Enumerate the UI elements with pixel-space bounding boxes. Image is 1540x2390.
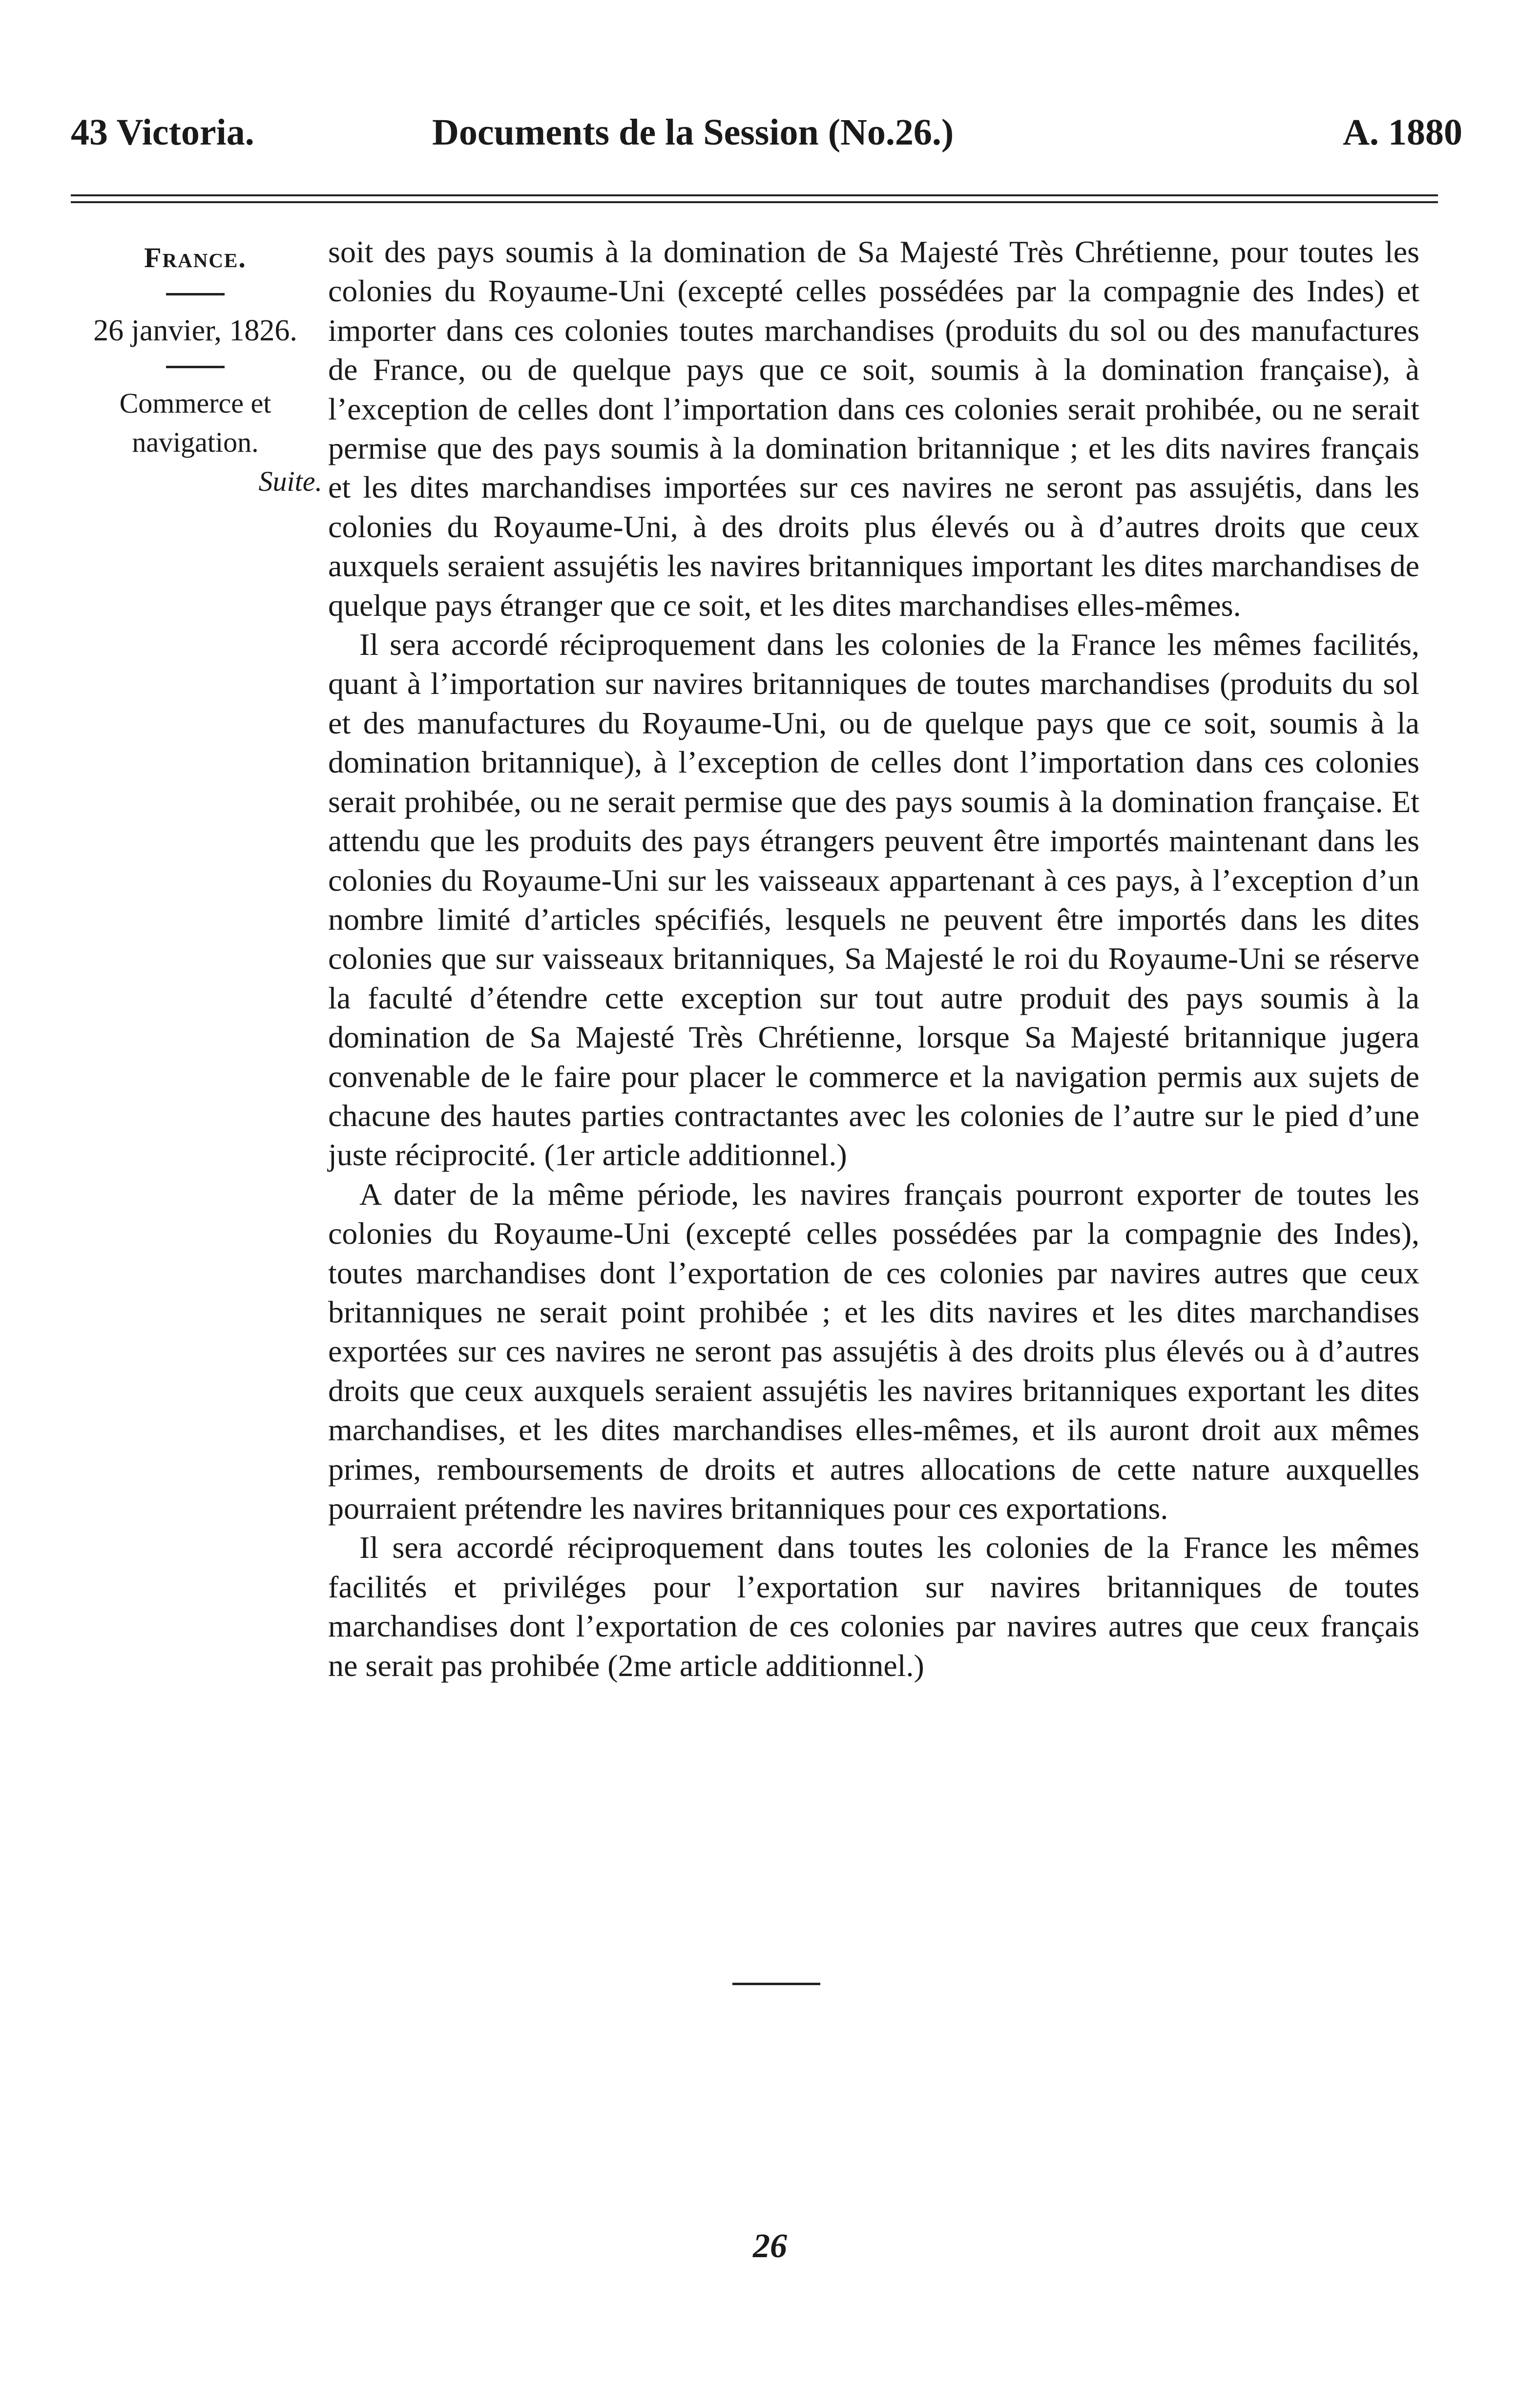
header-rule-bottom (71, 201, 1438, 203)
header-volume: 43 Victoria. (71, 112, 254, 153)
margin-note (59, 238, 332, 501)
main-text (328, 232, 1419, 1685)
paragraph: A dater de la même période, les navires français pourront exporter de toutes les colonies du Royaume-Uni (excepté celles possédées par la compagnie des Indes), toutes marchandises dont l’exportation de ces colonies par navires autres que ceux britanniques ne serait point prohibée ; et les dits navires et les dites marchandises exportées sur ces navires ne seront pas assujétis à des droits plus élevés ou à d’autres droits que ceux auxquels seraient assujétis les navires britanniques exportant les dites marchandises, et les dites marchandises elles-mêmes, et ils auront droit aux mêmes primes, remboursements de droits et autres allocations de cette nature auxquelles pourraient prétendre les navires britanniques pour ces exportations. (328, 1176, 1419, 1526)
margin-subject: Commerce et navigation. (119, 387, 271, 458)
paragraph: Il sera accordé réciproquement dans toutes les colonies de la France les mêmes facilités et priviléges pour l’exportation sur navires britanniques de toutes marchandises dont l’exportation de ces colonies par navires autres que ceux français ne serait pas prohibée (2me article additionnel.) (328, 1530, 1419, 1683)
running-header (71, 111, 1462, 165)
margin-date: 26 janvier, 1826. (93, 314, 297, 347)
paragraph: Il sera accordé réciproquement dans les colonies de la France les mêmes facilités, quant à l’importation sur navires britanniques de toutes marchandises (produits du sol et des manufactures du Royaume-Uni, ou de quelque pays que ce soit, soumis à la domination britannique), à l’exception de celles dont l’importation dans ces colonies serait prohibée, ou ne serait permise que des pays soumis à la domination française. Et attendu que les produits des pays étrangers peuvent être importés maintenant dans les colonies du Royaume-Uni sur les vaisseaux appartenant à ces pays, à l’exception d’un nombre limité d’articles spécifiés, lesquels ne peuvent être importés dans les dites colonies que sur vaisseaux britanniques, Sa Majesté le roi du Royaume-Uni se réserve la faculté d’étendre cette exception sur tout autre produit des pays soumis à la domination de Sa Majesté Très Chrétienne, lorsque Sa Majesté britannique jugera convenable de le faire pour placer le commerce et la navigation permis aux sujets de chacune des hautes parties contractantes avec les colonies de l’autre sur le pied d’une juste réciprocité. (1er article additionnel.) (328, 627, 1419, 1173)
header-year: A. 1880 (1343, 112, 1462, 153)
margin-divider (166, 293, 225, 295)
margin-divider (166, 366, 225, 368)
paragraph: soit des pays soumis à la domination de Sa Majesté Très Chrétienne, pour toutes les colonies du Royaume-Uni (excepté celles possédées par la compagnie des Indes) et importer dans ces colonies toutes marchandises (produits du sol ou des manufactures de France, ou de quelque pays que ce soit, soumis à la domination française), à l’exception de celles dont l’importation dans ces colonies serait prohibée, ou ne serait permise que des pays soumis à la domination britannique ; et les dits navires français et les dites marchandises importées sur ces navires ne seront pas assujétis, dans les colonies du Royaume-Uni, à des droits plus élevés ou à d’autres droits que ceux auxquels seraient assujétis les navires britanniques important les dites marchandises de quelque pays étranger que ce soit, et les dites marchandises elles-mêmes. (328, 234, 1419, 623)
page-number: 26 (753, 2227, 787, 2265)
margin-suite: Suite. (258, 465, 322, 497)
header-rule-top (71, 194, 1438, 196)
margin-country: France. (144, 242, 247, 273)
end-rule (732, 1983, 820, 1985)
header-title: Documents de la Session (No.26.) (432, 112, 954, 153)
